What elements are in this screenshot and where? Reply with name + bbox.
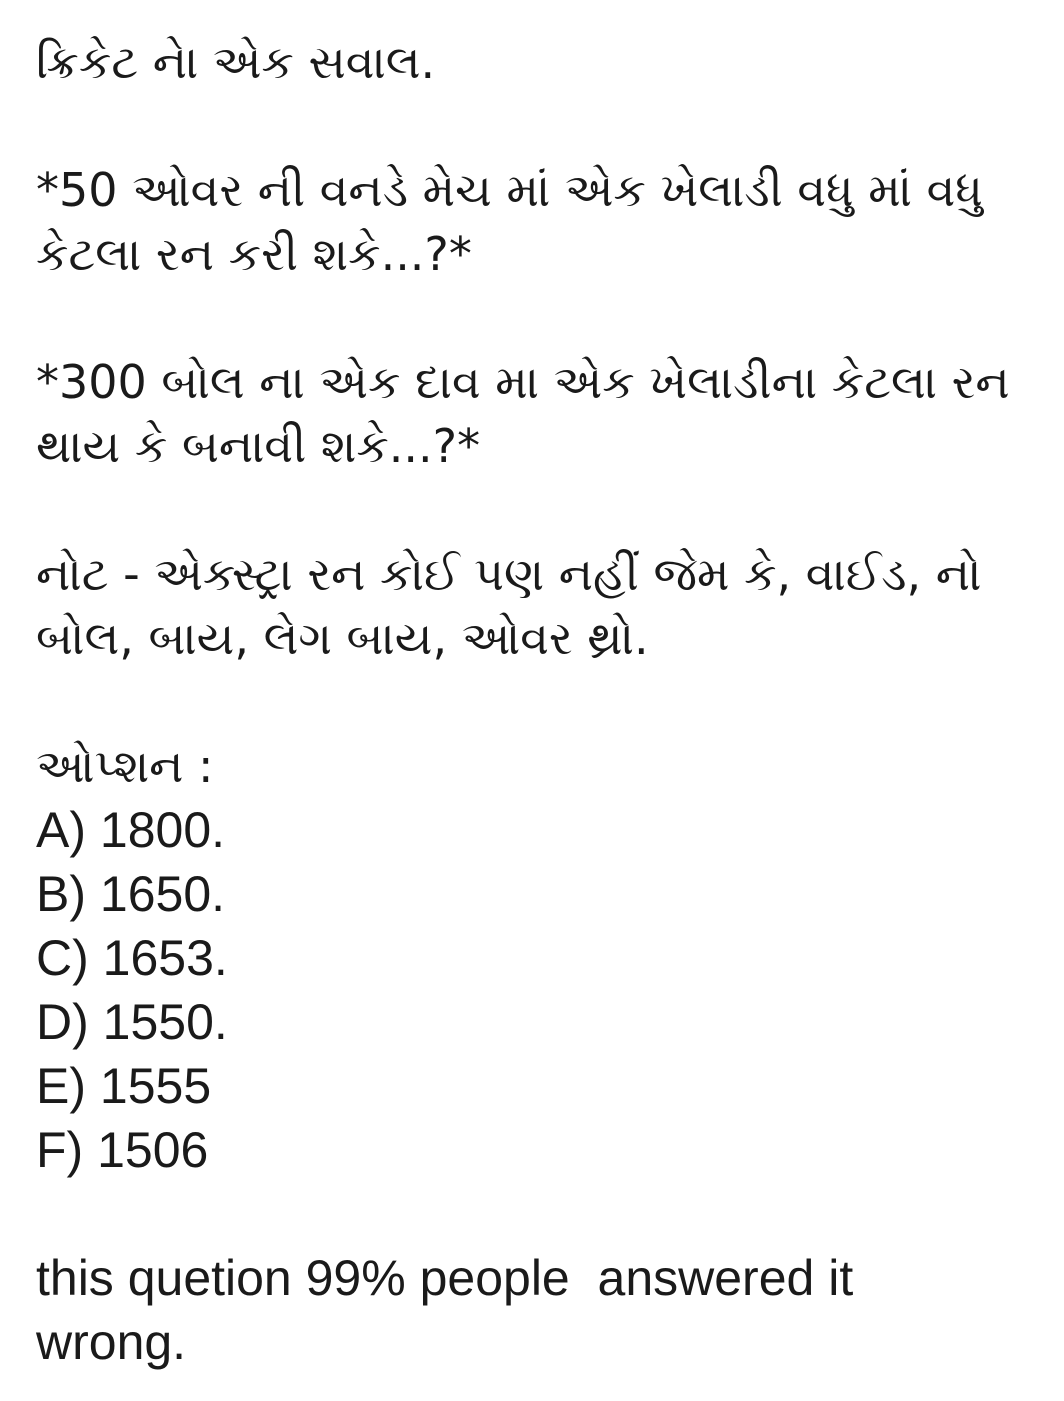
option-e: E) 1555 [36, 1058, 212, 1114]
note [36, 542, 1036, 670]
spacer [36, 478, 1036, 542]
spacer [36, 1182, 1036, 1246]
footer-remark [36, 1246, 1036, 1374]
question-balls-line-2: થાય કે બનાવી શકે...?* [36, 419, 481, 473]
spacer [36, 670, 1036, 734]
spacer [36, 94, 1036, 158]
option-f: F) 1506 [36, 1122, 209, 1178]
question-balls [36, 350, 1036, 478]
question-balls-line-1: *300 બોલ ના એક દાવ મા એક ખેલાડીના કેટલા રન [36, 355, 1010, 409]
note-line-2: બોલ, બાય, લેગ બાય, ઓવર થ્રો. [36, 611, 649, 665]
question-overs-line-1: *50 ઓવર ની વનડે મેચ માં એક ખેલાડી વધુ માં વધુ [36, 163, 983, 217]
options-list [36, 798, 1036, 1182]
options-heading: ઓપ્શન : [36, 739, 214, 793]
option-a: A) 1800. [36, 802, 226, 858]
document-page [36, 30, 1036, 1374]
question-overs-line-2: કેટલા રન કરી શકે...?* [36, 227, 472, 281]
footer-line-2: wrong. [36, 1314, 187, 1370]
spacer [36, 286, 1036, 350]
note-line-1: નોટ - એક્સ્ટ્રા રન કોઈ પણ નહીં જેમ કે, વાઈડ, નો [36, 547, 982, 601]
question-overs [36, 158, 1036, 286]
option-c: C) 1653. [36, 930, 228, 986]
option-b: B) 1650. [36, 866, 226, 922]
option-d: D) 1550. [36, 994, 228, 1050]
post-title: ક્રિકેટ નેા એક સવાલ. [36, 35, 436, 89]
footer-line-1: this quetion 99% people answered it [36, 1250, 854, 1306]
